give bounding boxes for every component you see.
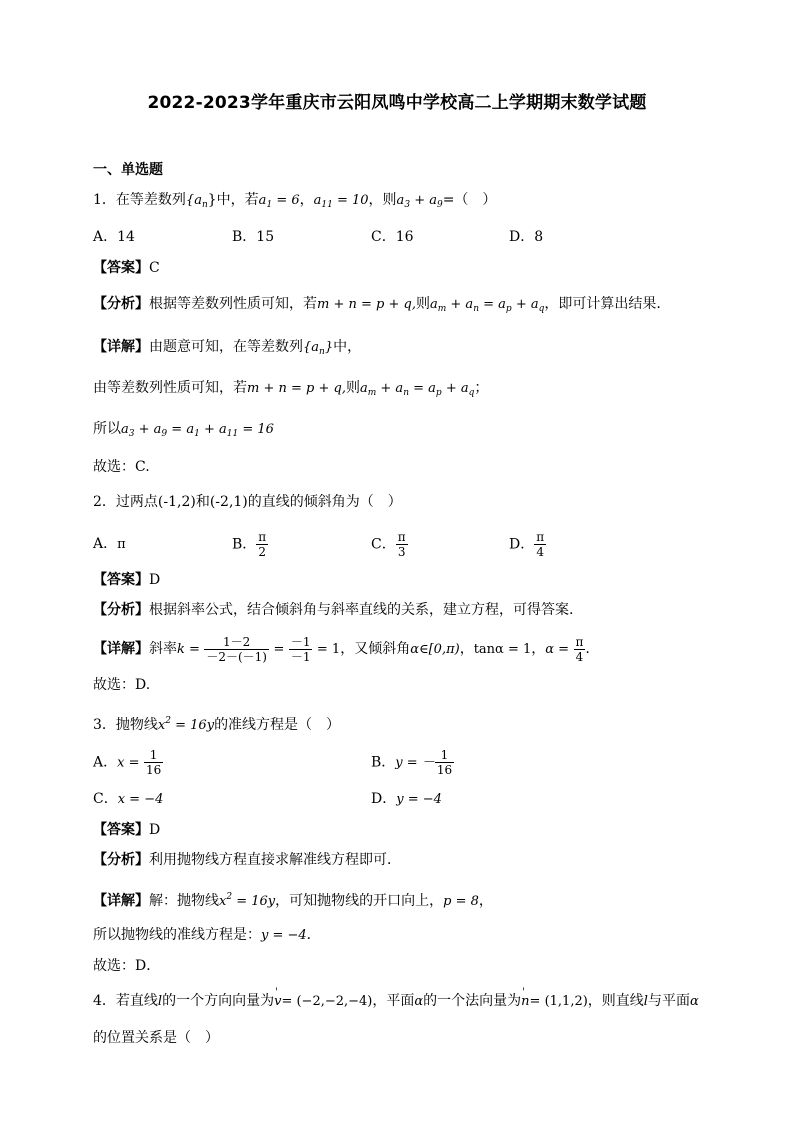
question-1-stem: 1．在等差数列$\{a_n\}$中，若$a_1 = 6$，$a_{11} = 10$，则$a_3 + a_9=$（ ） <box>93 192 497 210</box>
q3-analysis: 【分析】利用抛物线方程直接求解准线方程即可． <box>93 852 401 868</box>
question-3-stem: 3．抛物线$x^2 = 16y$的准线方程是（ ） <box>93 716 341 733</box>
q3-detail-line-2: 所以抛物线的准线方程是：y = −4． <box>93 927 321 943</box>
q2-option-b: B． $\frac{\pi}{2}$ <box>232 530 267 559</box>
q3-option-d: D．y = −4 <box>371 791 442 807</box>
q1-answer: 【答案】C <box>93 260 160 276</box>
q3-detail-line-1: 【详解】解：抛物线$x^2 = 16y$，可知抛物线的开口向上，p = 8， <box>93 892 493 909</box>
q3-option-c: C．x = −4 <box>93 791 164 807</box>
q1-option-d: D．8 <box>509 229 544 245</box>
question-4-stem: 4．若直线l的一个方向向量为' v= (−2,−2,−4)，平面α的一个法向量为' n= (1,1,2)，则直线l与平面α <box>93 991 699 1012</box>
q2-option-a: A．π <box>93 536 126 552</box>
q3-option-b: B．y = － $\frac{1}{16}$ <box>371 748 453 777</box>
q2-answer: 【答案】D <box>93 572 161 588</box>
q1-conclusion: 故选：C. <box>93 459 150 475</box>
q1-option-a: A．14 <box>93 229 135 245</box>
q1-detail-line-2: 由等差数列性质可知，若m + n = p + q,则$a_m + a_n = a_p + a_q$； <box>93 380 489 398</box>
q2-analysis: 【分析】根据斜率公式，结合倾斜角与斜率直线的关系，建立方程，可得答案. <box>93 602 574 618</box>
q3-conclusion: 故选：D． <box>93 958 161 974</box>
q3-answer: 【答案】D <box>93 822 161 838</box>
q2-option-d: D． $\frac{\pi}{4}$ <box>509 530 545 559</box>
question-4-stem-continued: 的位置关系是（ ） <box>93 1030 219 1046</box>
question-2-stem: 2．过两点(-1,2)和(-2,1)的直线的倾斜角为（ ） <box>93 494 402 510</box>
q1-option-b: B．15 <box>232 229 275 245</box>
q2-conclusion: 故选：D. <box>93 677 151 693</box>
page-title: 2022-2023学年重庆市云阳凤鸣中学校高二上学期期末数学试题 <box>147 93 647 113</box>
q2-option-c: C． $\frac{\pi}{3}$ <box>371 530 406 559</box>
q1-detail-line-1: 【详解】由题意可知，在等差数列$\{a_n\}$中， <box>93 339 362 357</box>
section-heading: 一、单选题 <box>93 162 163 178</box>
q1-analysis: 【分析】根据等差数列性质可知，若m + n = p + q,则$a_m + a_n = a_p + a_q$，即可计算出结果. <box>93 296 661 314</box>
q3-option-a: A．x = $\frac{1}{16}$ <box>93 748 162 777</box>
q2-detail: 【详解】斜率k = $\frac{1-2}{-2-(-1)}$ = $\frac{-1}{-1}$ = 1，又倾斜角α∈[0,π)，tanα = 1，α = $\frac{\pi}{4}$ . <box>93 634 590 664</box>
q1-detail-line-3: 所以$a_3 + a_9 = a_1 + a_{11} = 16$ <box>93 421 274 439</box>
q1-option-c: C．16 <box>371 229 414 245</box>
